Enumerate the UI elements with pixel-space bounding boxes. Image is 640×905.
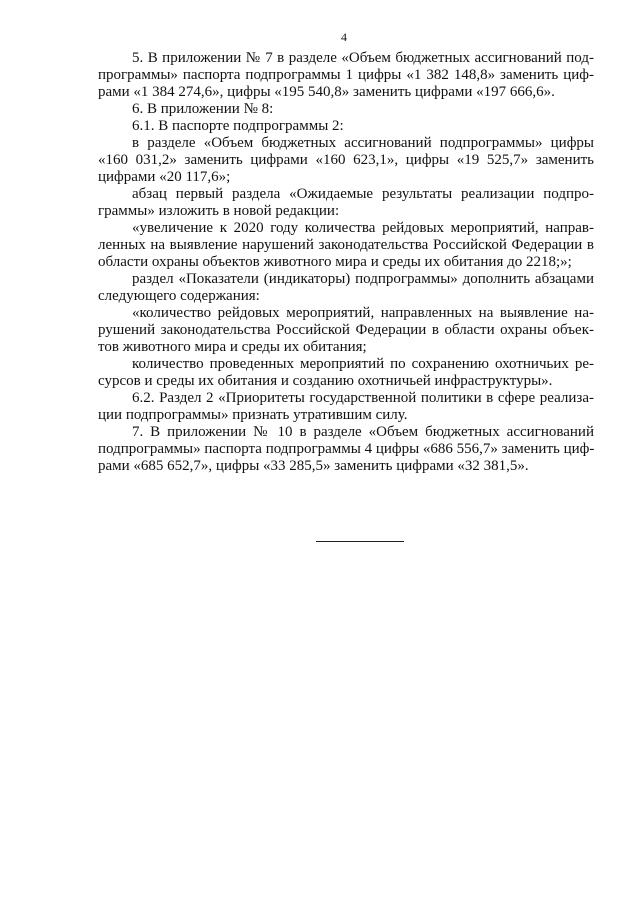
end-divider — [316, 541, 404, 542]
text-line: цифрами «20 117,6»; — [98, 169, 231, 185]
paragraph-item-6-1 — [98, 118, 594, 135]
text-line: рами «685 652,7», цифры «33 285,5» заменить цифрами «32 381,5». — [98, 458, 529, 474]
text-line: подпрограммы» паспорта подпрограммы 4 цифры «686 556,7» заменить циф- — [98, 441, 595, 457]
paragraph-item-7 — [98, 424, 594, 475]
paragraph-item-5 — [98, 50, 594, 101]
paragraph-budget-section — [98, 135, 594, 186]
text-line: 6.1. В паспорте подпрограммы 2: — [132, 118, 344, 134]
text-line: области охраны объектов животного мира и среды их обитания до 2218;»; — [98, 254, 572, 270]
text-line: 5. В приложении № 7 в разделе «Объем бюджетных ассигнований под- — [132, 50, 594, 66]
text-line: тов животного мира и среды их обитания; — [98, 339, 367, 355]
paragraph-indicators — [98, 271, 594, 305]
page-number: 4 — [341, 30, 347, 44]
text-line: рами «1 384 274,6», цифры «195 540,8» заменить цифрами «197 666,6». — [98, 84, 555, 100]
text-line: сурсов и среды их обитания и созданию охотничьей инфраструктуры». — [98, 373, 553, 389]
text-line: граммы» изложить в новой редакции: — [98, 203, 340, 219]
paragraph-expected-results — [98, 186, 594, 220]
text-line: «увеличение к 2020 году количества рейдовых мероприятий, направ- — [132, 220, 594, 236]
text-line: «160 031,2» заменить цифрами «160 623,1», цифры «19 525,7» заменить — [98, 152, 594, 168]
text-line: рушений законодательства Российской Федерации в области охраны объек- — [98, 322, 594, 338]
text-line: следующего содержания: — [98, 288, 260, 304]
text-line: 6. В приложении № 8: — [132, 101, 274, 117]
paragraph-item-6-2 — [98, 390, 594, 424]
text-line: 7. В приложении № 10 в разделе «Объем бюджетных ассигнований — [132, 424, 594, 440]
text-line: ленных на выявление нарушений законодательства Российской Федерации в — [98, 237, 594, 253]
text-line: 6.2. Раздел 2 «Приоритеты государственной политики в сфере реализа- — [132, 390, 594, 406]
text-line: раздел «Показатели (индикаторы) подпрограммы» дополнить абзацами — [132, 271, 594, 287]
document-body — [98, 50, 594, 475]
text-line: абзац первый раздела «Ожидаемые результаты реализации подпро- — [132, 186, 594, 202]
paragraph-indicator-raids — [98, 305, 594, 356]
text-line: ции подпрограммы» признать утратившим силу. — [98, 407, 408, 423]
text-line: в разделе «Объем бюджетных ассигнований подпрограммы» цифры — [132, 135, 594, 151]
paragraph-new-wording — [98, 220, 594, 271]
text-line: количество проведенных мероприятий по сохранению охотничьих ре- — [132, 356, 594, 372]
paragraph-indicator-hunting — [98, 356, 594, 390]
paragraph-item-6 — [98, 101, 594, 118]
text-line: «количество рейдовых мероприятий, направленных на выявление на- — [132, 305, 594, 321]
text-line: программы» паспорта подпрограммы 1 цифры «1 382 148,8» заменить циф- — [98, 67, 594, 83]
